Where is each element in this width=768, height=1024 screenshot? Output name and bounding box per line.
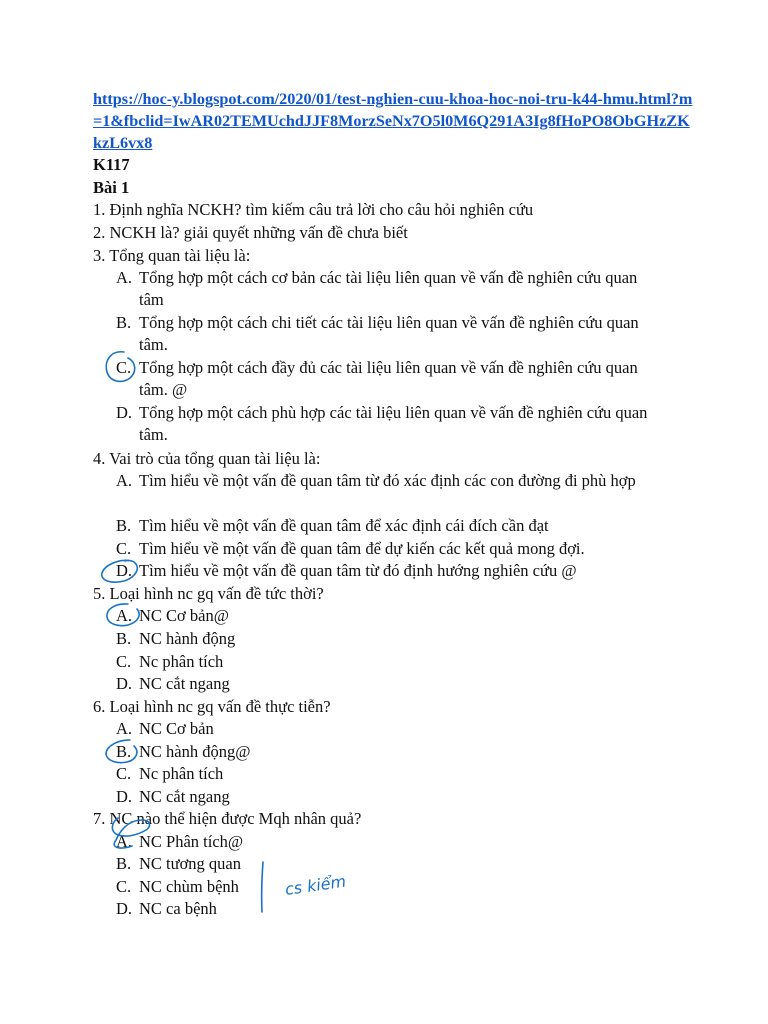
- option-text: Tổng hợp một cách cơ bản các tài liệu liên quan về vấn đề nghiên cứu quan tâm: [139, 268, 638, 309]
- handwritten-note: cs kiểm: [283, 871, 348, 899]
- option-letter: A.: [116, 719, 133, 738]
- option-text: Tìm hiểu về một vấn đề quan tâm từ đó xác định các con đường đi phù hợp: [139, 471, 636, 490]
- question-3-stem: 3. Tổng quan tài liệu là:: [93, 246, 251, 265]
- option-letter: C.: [116, 539, 132, 558]
- option-letter: C.: [116, 877, 132, 896]
- option-letter: A.: [116, 832, 133, 851]
- course-code: K117: [93, 155, 130, 174]
- option-letter: A.: [116, 471, 133, 490]
- question-7-stem: 7. NC nào thể hiện được Mqh nhân quả?: [93, 809, 362, 828]
- option-text: Tìm hiểu về một vấn đề quan tâm để dự kiến các kết quả mong đợi.: [139, 539, 585, 558]
- question-4-stem: 4. Vai trò của tổng quan tài liệu là:: [93, 449, 321, 468]
- option-text: NC hành động@: [139, 742, 251, 761]
- option-letter: D.: [116, 403, 133, 422]
- option-text: Nc phân tích: [139, 764, 224, 783]
- option-text: Tìm hiểu về một vấn đề quan tâm để xác định cái đích cần đạt: [139, 516, 549, 535]
- option-text: Tổng hợp một cách phù hợp các tài liệu liên quan về vấn đề nghiên cứu quan tâm.: [139, 403, 648, 444]
- option-letter: A.: [116, 268, 133, 287]
- option-letter: B.: [116, 742, 132, 761]
- option-letter: C.: [116, 358, 132, 377]
- option-letter: B.: [116, 854, 132, 873]
- option-text: NC cắt ngang: [139, 674, 230, 693]
- option-letter: B.: [116, 516, 132, 535]
- option-letter: D.: [116, 787, 133, 806]
- option-text: NC Cơ bản@: [139, 606, 229, 625]
- option-text: NC Cơ bản: [139, 719, 214, 738]
- question-2: 2. NCKH là? giải quyết những vấn đề chưa biết: [93, 223, 408, 242]
- option-letter: D.: [116, 674, 133, 693]
- option-text: Tìm hiểu về một vấn đề quan tâm từ đó định hướng nghiên cứu @: [139, 561, 577, 580]
- option-text: NC hành động: [139, 629, 236, 648]
- option-letter: B.: [116, 629, 132, 648]
- option-text: NC tương quan: [139, 854, 241, 873]
- question-5-stem: 5. Loại hình nc gq vấn đề tức thời?: [93, 584, 324, 603]
- option-text: NC ca bệnh: [139, 899, 217, 918]
- question-1: 1. Định nghĩa NCKH? tìm kiếm câu trả lời cho câu hỏi nghiên cứu: [93, 200, 534, 219]
- option-letter: C.: [116, 764, 132, 783]
- question-6-stem: 6. Loại hình nc gq vấn đề thực tiễn?: [93, 697, 331, 716]
- option-letter: B.: [116, 313, 132, 332]
- option-text: NC cắt ngang: [139, 787, 230, 806]
- option-letter: D.: [116, 899, 133, 918]
- option-text: Tổng hợp một cách đầy đủ các tài liệu liên quan về vấn đề nghiên cứu quan tâm. @: [139, 358, 638, 399]
- option-text: Nc phân tích: [139, 652, 224, 671]
- lesson-title: Bài 1: [93, 178, 130, 197]
- source-link[interactable]: https://hoc-y.blogspot.com/2020/01/test-nghien-cuu-khoa-hoc-noi-tru-k44-hmu.html?m=1&fbclid=IwAR02TEMUchdJJF8MorzSeNx7O5l0M6Q291A3Ig8fHoPO8ObGHzZKkzL6vx8: [93, 90, 693, 152]
- option-text: Tổng hợp một cách chi tiết các tài liệu liên quan về vấn đề nghiên cứu quan tâm.: [139, 313, 639, 354]
- option-letter: A.: [116, 606, 133, 625]
- option-text: NC Phân tích@: [139, 832, 244, 851]
- option-letter: D.: [116, 561, 133, 580]
- option-text: NC chùm bệnh: [139, 877, 239, 896]
- option-letter: C.: [116, 652, 132, 671]
